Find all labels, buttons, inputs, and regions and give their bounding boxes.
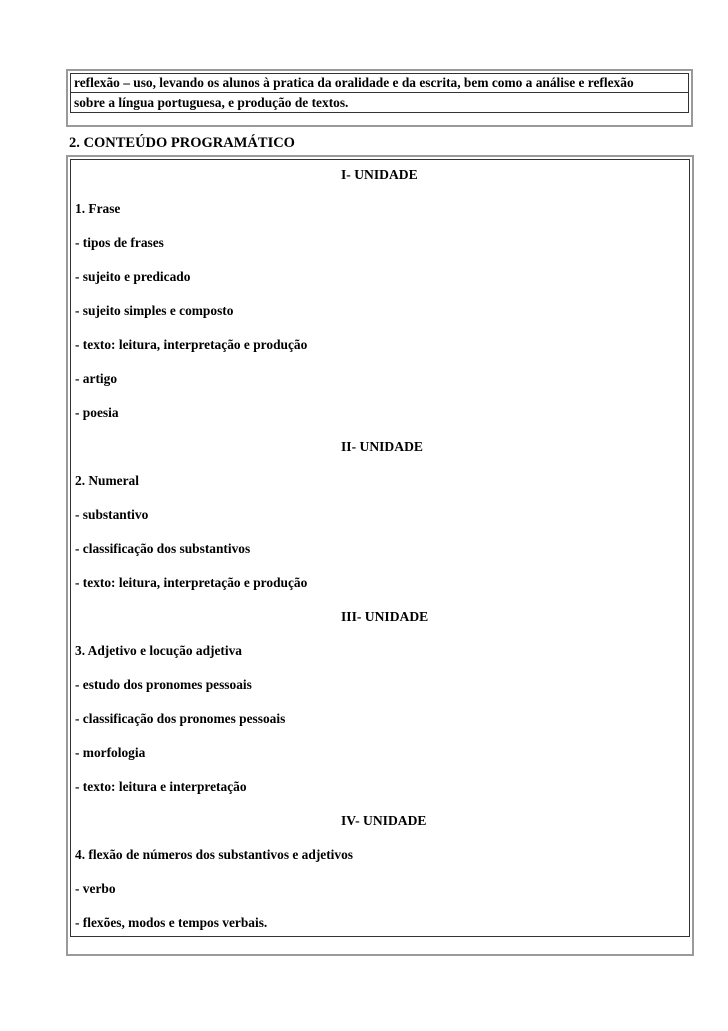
unit-3-title: III- UNIDADE [341, 609, 429, 624]
unit-4-item-2: - verbo [75, 881, 116, 896]
unit-1-item-6: - artigo [75, 371, 118, 386]
unit-3-item-5: - texto: leitura e interpretação [75, 779, 247, 794]
intro-table [66, 69, 693, 127]
intro-cell [70, 73, 689, 113]
unit-3-item-2: - estudo dos pronomes pessoais [75, 677, 252, 692]
content-table [66, 155, 694, 956]
unit-1-item-7: - poesia [75, 405, 119, 420]
unit-1-title: I- UNIDADE [341, 167, 418, 182]
unit-1-item-5: - texto: leitura, interpretação e produção [75, 337, 308, 352]
content-cell [70, 159, 690, 937]
unit-3-item-1: 3. Adjetivo e locução adjetiva [75, 643, 242, 658]
unit-4-item-1: 4. flexão de números dos substantivos e adjetivos [75, 847, 353, 862]
unit-4-item-3: - flexões, modos e tempos verbais. [75, 915, 268, 930]
intro-text-line-2: sobre a língua portuguesa, e produção de textos. [74, 95, 349, 110]
unit-1-item-3: - sujeito e predicado [75, 269, 191, 284]
unit-3-item-3: - classificação dos pronomes pessoais [75, 711, 286, 726]
unit-2-item-1: 2. Numeral [75, 473, 139, 488]
intro-text-line-1: reflexão – uso, levando os alunos à pratica da oralidade e da escrita, bem como a análise e reflexão [74, 75, 634, 90]
unit-1-item-1: 1. Frase [75, 201, 121, 216]
unit-2-item-3: - classificação dos substantivos [75, 541, 251, 556]
unit-3-item-4: - morfologia [75, 745, 146, 760]
unit-4-title: IV- UNIDADE [341, 813, 427, 828]
unit-2-title: II- UNIDADE [341, 439, 423, 454]
unit-2-item-2: - substantivo [75, 507, 149, 522]
section-title: 2. CONTEÚDO PROGRAMÁTICO [69, 135, 295, 151]
intro-divider [71, 92, 688, 93]
unit-2-item-4: - texto: leitura, interpretação e produção [75, 575, 308, 590]
unit-1-item-2: - tipos de frases [75, 235, 164, 250]
unit-1-item-4: - sujeito simples e composto [75, 303, 234, 318]
